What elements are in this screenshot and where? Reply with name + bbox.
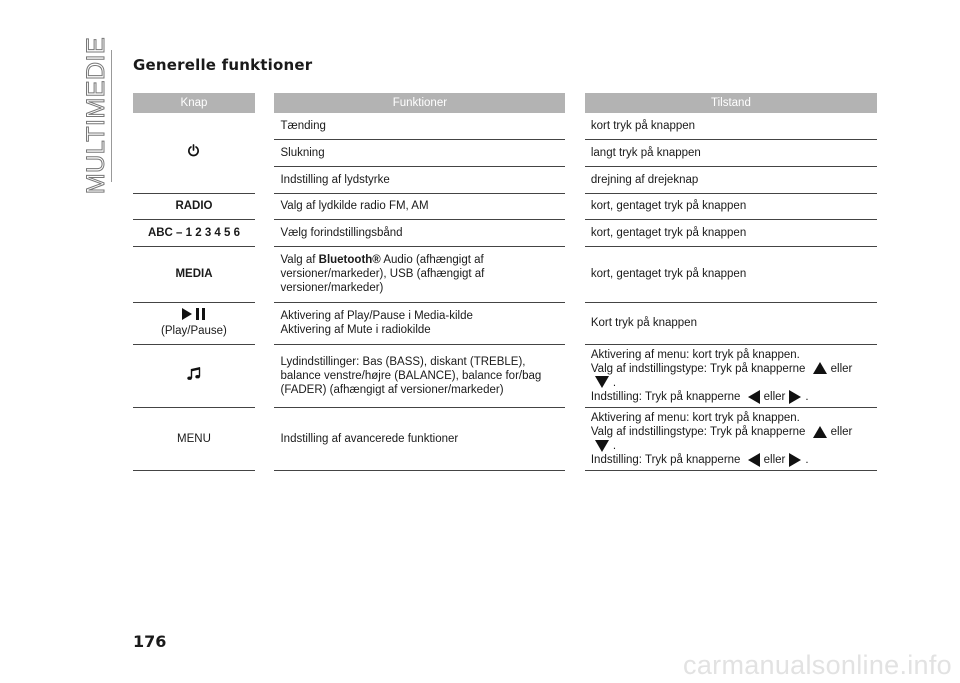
table-cell: Indstilling af avancerede funktioner [274, 407, 565, 470]
play-pause-icon [181, 308, 207, 324]
table-cell: drejning af drejeknap [585, 166, 877, 193]
table-cell: Vælg forindstillingsbånd [274, 219, 565, 246]
header-funktioner: Funktioner [274, 93, 565, 113]
watermark: carmanualsonline.info [683, 650, 952, 680]
arrow-left-icon [748, 453, 760, 467]
table-cell: Tænding [274, 113, 565, 139]
section-tab [82, 36, 112, 194]
table-cell: Aktivering af Play/Pause i Media-kilde Aktivering af Mute i radiokilde [274, 302, 565, 344]
table-cell: Kort tryk på knappen [585, 302, 877, 344]
power-key-cell [133, 113, 255, 193]
table-cell: kort, gentaget tryk på knappen [585, 193, 877, 219]
arrow-up-icon [813, 426, 827, 438]
page-title: Generelle funktioner [133, 56, 313, 74]
table-cell: Aktivering af menu: kort tryk på knappen. Valg af indstillingstype: Tryk på knapperne eller. Indstilling: Tryk på knapperne eller . [585, 344, 877, 407]
table-row [133, 113, 877, 139]
table-row [133, 407, 877, 470]
arrow-down-icon [595, 376, 609, 388]
playpause-key-cell [133, 302, 255, 344]
table-row [133, 193, 877, 219]
table-cell: Valg af Bluetooth® Audio (afhængigt af versioner/markeder), USB (afhængigt af versioner/markeder) [274, 246, 565, 302]
bluetooth-label: Bluetooth® [318, 254, 381, 266]
functions-table [133, 93, 877, 471]
header-knap: Knap [133, 93, 255, 113]
table-cell: kort tryk på knappen [585, 113, 877, 139]
music-note-icon [186, 367, 202, 385]
playpause-key-label: (Play/Pause) [161, 325, 227, 337]
section-label: MULTIMEDIE [82, 36, 111, 194]
presets-key-label: ABC – 1 2 3 4 5 6 [133, 219, 255, 246]
media-key-label: MEDIA [133, 246, 255, 302]
table-row [133, 246, 877, 302]
radio-key-label: RADIO [133, 193, 255, 219]
audio-key-cell [133, 344, 255, 407]
table-cell: Aktivering af menu: kort tryk på knappen. Valg af indstillingstype: Tryk på knapperne eller. Indstilling: Tryk på knapperne eller . [585, 407, 877, 470]
arrow-right-icon [789, 453, 801, 467]
menu-key-label: MENU [133, 407, 255, 470]
table-cell: langt tryk på knappen [585, 139, 877, 166]
section-divider [111, 50, 112, 182]
table-cell: kort, gentaget tryk på knappen [585, 219, 877, 246]
table-row [133, 302, 877, 344]
header-tilstand: Tilstand [585, 93, 877, 113]
table-cell: Slukning [274, 139, 565, 166]
arrow-up-icon [813, 362, 827, 374]
arrow-right-icon [789, 390, 801, 404]
table-header-row [133, 93, 877, 113]
arrow-left-icon [748, 390, 760, 404]
table-cell: kort, gentaget tryk på knappen [585, 246, 877, 302]
arrow-down-icon [595, 440, 609, 452]
table-row [133, 344, 877, 407]
table-cell: Indstilling af lydstyrke [274, 166, 565, 193]
page-number: 176 [133, 632, 167, 651]
power-icon [187, 144, 200, 161]
table-cell: Lydindstillinger: Bas (BASS), diskant (TREBLE), balance venstre/højre (BALANCE), balance for/bag (FADER) (afhængigt af versioner/markeder) [274, 344, 565, 407]
table-cell: Valg af lydkilde radio FM, AM [274, 193, 565, 219]
table-row [133, 219, 877, 246]
